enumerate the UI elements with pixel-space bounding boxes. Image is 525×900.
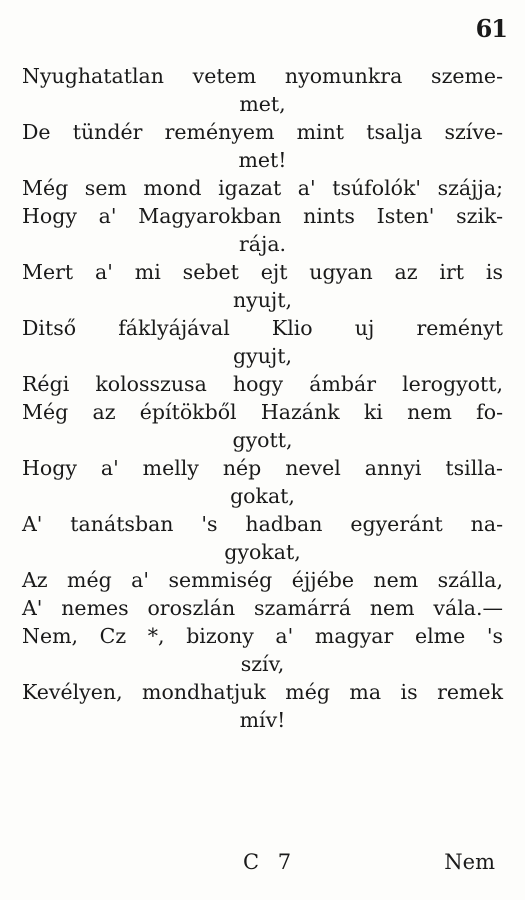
- poem-line: A' nemes oroszlán szamárrá nem vála.—: [22, 596, 503, 620]
- poem-line: A' tanátsban 's hadban egyeránt na-: [22, 512, 503, 536]
- poem-line-continuation: gyokat,: [224, 540, 301, 564]
- poem-line-continuation: gokat,: [230, 484, 295, 508]
- poem-line-continuation: gyott,: [232, 428, 293, 452]
- poem-line-continuation: rája.: [238, 232, 287, 256]
- signature-mark: C 7: [243, 850, 298, 874]
- page-footer: [0, 850, 525, 880]
- poem-line-continuation: met,: [239, 92, 286, 116]
- poem-line: Mert a' mi sebet ejt ugyan az irt is: [22, 260, 503, 284]
- poem-line: Hogy a' Magyarokban nints Isten' szik-: [22, 204, 503, 228]
- page-number: 61: [475, 14, 507, 43]
- poem-line: Az még a' semmiség éjjébe nem szálla,: [22, 568, 503, 592]
- poem-line: Nem, Cz *, bizony a' magyar elme 's: [22, 624, 503, 648]
- poem-line: Még az építökből Hazánk ki nem fo-: [22, 400, 503, 424]
- poem-line-continuation: gyujt,: [232, 344, 293, 368]
- poem-line: De tündér reményem mint tsalja szíve-: [22, 120, 503, 144]
- poem-line: Régi kolosszusa hogy ámbár lerogyott,: [22, 372, 503, 396]
- poem-line: Nyughatatlan vetem nyomunkra szeme-: [22, 64, 503, 88]
- poem-line: Kevélyen, mondhatjuk még ma is remek: [22, 680, 503, 704]
- poem-line: Ditső fáklyájával Klio uj reményt: [22, 316, 503, 340]
- poem-line: Hogy a' melly nép nevel annyi tsilla-: [22, 456, 503, 480]
- poem-text: [22, 62, 503, 734]
- catchword: Nem: [444, 850, 495, 874]
- poem-line-continuation: nyujt,: [232, 288, 293, 312]
- poem-line-continuation: met!: [238, 148, 287, 172]
- poem-line-continuation: mív!: [239, 708, 286, 732]
- poem-line: Még sem mond igazat a' tsúfolók' szájja;: [22, 176, 503, 200]
- poem-line-continuation: szív,: [240, 652, 285, 676]
